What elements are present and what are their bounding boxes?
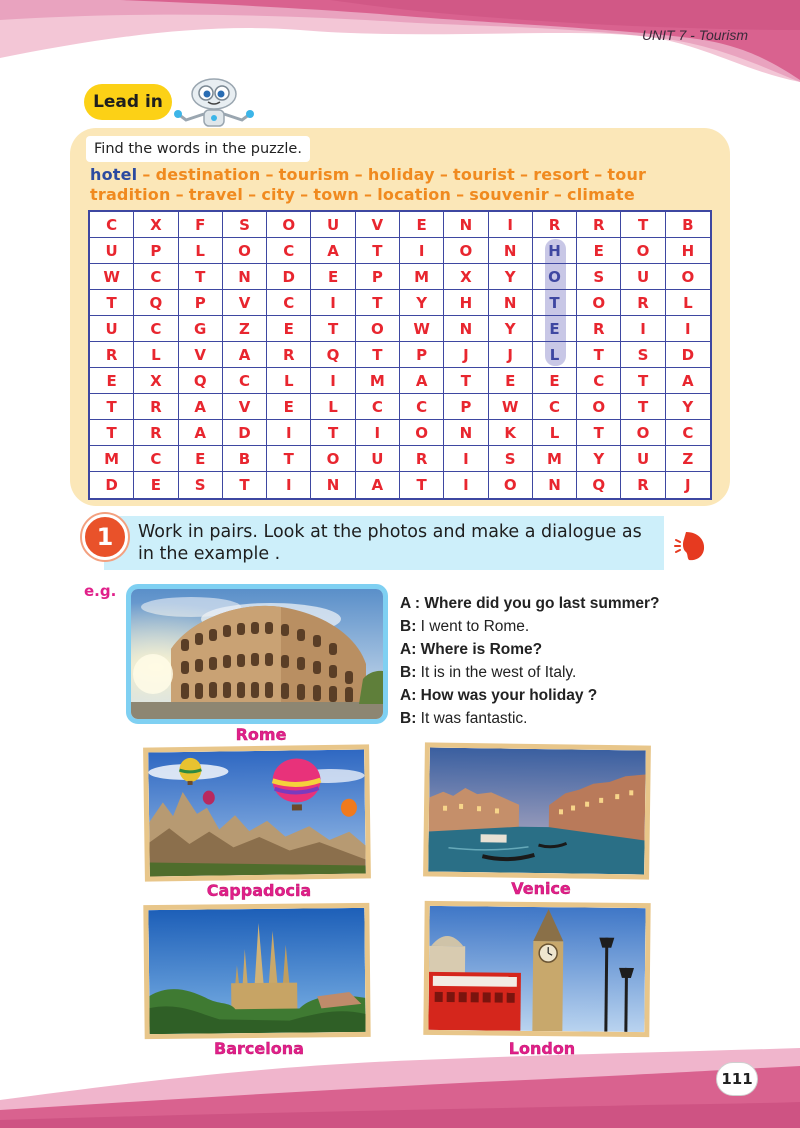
lead-in-instruction: Find the words in the puzzle.	[86, 136, 310, 162]
grid-letter: R	[577, 212, 621, 238]
grid-letter: L	[179, 238, 223, 264]
grid-letter: K	[489, 420, 533, 446]
cathedral-photo-icon	[148, 908, 365, 1034]
grid-letter: E	[267, 394, 311, 420]
grid-letter: I	[267, 420, 311, 446]
grid-letter: V	[223, 290, 267, 316]
word-separator: –	[439, 165, 449, 184]
grid-letter: N	[444, 316, 488, 342]
example-label: e.g.	[84, 582, 117, 600]
grid-letter: E	[179, 446, 223, 472]
grid-letter: L	[134, 342, 178, 368]
grid-letter: C	[356, 394, 400, 420]
colosseum-photo-icon	[131, 589, 383, 719]
speaking-icon	[672, 528, 708, 564]
grid-letter: I	[444, 446, 488, 472]
grid-letter: T	[90, 290, 134, 316]
grid-letter: P	[356, 264, 400, 290]
dialogue-line	[400, 638, 660, 661]
grid-letter: N	[444, 420, 488, 446]
grid-letter: T	[444, 368, 488, 394]
grid-letter: N	[444, 212, 488, 238]
caption-barcelona: Barcelona	[214, 1039, 304, 1058]
grid-letter: X	[444, 264, 488, 290]
exercise-number: 1	[82, 514, 128, 560]
dialogue-speaker: A:	[400, 641, 421, 658]
grid-letter: Y	[666, 394, 710, 420]
grid-letter: P	[400, 342, 444, 368]
footer-band	[0, 1040, 800, 1128]
grid-letter: O	[666, 264, 710, 290]
grid-letter: L	[267, 368, 311, 394]
grid-letter: I	[400, 238, 444, 264]
grid-letter: M	[90, 446, 134, 472]
grid-letter: I	[311, 368, 355, 394]
grid-letter: Q	[179, 368, 223, 394]
grid-letter: P	[444, 394, 488, 420]
grid-letter: Q	[311, 342, 355, 368]
grid-letter: C	[577, 368, 621, 394]
dialogue-speaker: B:	[400, 710, 421, 727]
grid-letter: N	[489, 290, 533, 316]
grid-letter: C	[267, 238, 311, 264]
grid-letter: U	[90, 316, 134, 342]
dialogue-line	[400, 592, 660, 615]
grid-letter: N	[533, 472, 577, 498]
grid-letter: Y	[577, 446, 621, 472]
rome-photo	[126, 584, 388, 724]
word-separator: –	[364, 185, 373, 204]
grid-letter: J	[685, 476, 691, 494]
word-separator: –	[354, 165, 363, 184]
grid-letter: I	[489, 212, 533, 238]
grid-letter: Z	[666, 446, 710, 472]
dialogue-text: Where is Rome?	[420, 641, 543, 658]
grid-letter: O	[621, 238, 665, 264]
grid-letter: E	[311, 264, 355, 290]
grid-letter: M	[356, 368, 400, 394]
word-list-item: holiday	[367, 165, 435, 184]
grid-letter: J	[444, 342, 488, 368]
grid-letter: O	[400, 420, 444, 446]
exercise-instruction: Work in pairs. Look at the photos and make a dialogue as in the example .	[138, 522, 642, 564]
grid-letter: D	[666, 342, 710, 368]
word-list-item: travel	[188, 185, 244, 204]
grid-letter: S	[223, 212, 267, 238]
grid-letter: D	[223, 420, 267, 446]
grid-letter: E	[489, 368, 533, 394]
balloons-photo-icon	[148, 749, 366, 876]
example-dialogue	[400, 592, 660, 730]
grid-letter: Y	[489, 316, 533, 342]
grid-letter: Y	[489, 264, 533, 290]
page-number: 111	[716, 1062, 758, 1096]
london-photo	[423, 901, 650, 1037]
grid-letter: W	[90, 264, 134, 290]
cappadocia-photo	[143, 744, 371, 881]
dialogue-text: I went to Rome.	[420, 618, 530, 635]
grid-letter: T	[577, 420, 621, 446]
grid-letter: T	[90, 420, 134, 446]
grid-letter: D	[267, 264, 311, 290]
grid-letter: I	[356, 420, 400, 446]
grid-letter: C	[267, 290, 311, 316]
grid-letter: A	[356, 472, 400, 498]
header-band	[0, 0, 800, 90]
word-list-line2	[90, 185, 635, 204]
grid-letter: U	[311, 212, 355, 238]
word-list-item: tourist	[453, 165, 516, 184]
canal-photo-icon	[428, 747, 646, 874]
grid-letter: C	[134, 264, 178, 290]
dialogue-line	[400, 684, 660, 707]
lead-in-badge: Lead in	[84, 84, 172, 120]
grid-letter: O	[267, 212, 311, 238]
grid-letter: U	[621, 446, 665, 472]
grid-letter: I	[621, 316, 665, 342]
grid-letter: E	[267, 316, 311, 342]
grid-letter: U	[90, 238, 134, 264]
grid-letter: O	[444, 238, 488, 264]
grid-letter: A	[311, 238, 355, 264]
grid-letter: R	[621, 472, 665, 498]
dialogue-speaker: A:	[400, 687, 421, 704]
unit-title: UNIT 7 - Tourism	[641, 27, 748, 43]
grid-letter: O	[223, 238, 267, 264]
grid-letter: I	[666, 316, 710, 342]
grid-letter: R	[621, 290, 665, 316]
word-list-item: climate	[567, 185, 635, 204]
grid-letter: V	[179, 342, 223, 368]
dialogue-speaker: B:	[400, 664, 421, 681]
grid-letter: T	[621, 212, 665, 238]
grid-letter: V	[223, 394, 267, 420]
caption-venice: Venice	[511, 879, 571, 898]
grid-letter: P	[179, 290, 223, 316]
grid-letter: O	[533, 264, 577, 290]
dialogue-text: It is in the west of Italy.	[420, 664, 577, 681]
word-separator: –	[248, 185, 257, 204]
word-list-item: location	[377, 185, 452, 204]
word-list-item: tourism	[278, 165, 350, 184]
grid-letter: O	[489, 472, 533, 498]
grid-letter: L	[533, 342, 577, 368]
grid-letter: O	[621, 420, 665, 446]
grid-letter: A	[666, 368, 710, 394]
grid-letter: H	[533, 238, 577, 264]
word-list-line1	[90, 165, 646, 184]
dialogue-line	[400, 661, 660, 684]
word-list-item: resort	[533, 165, 590, 184]
word-separator: –	[142, 165, 151, 184]
grid-letter: V	[356, 212, 400, 238]
grid-letter: T	[621, 368, 665, 394]
grid-letter: F	[179, 212, 223, 238]
grid-letter: T	[311, 316, 355, 342]
word-separator: –	[520, 165, 529, 184]
grid-letter: T	[179, 264, 223, 290]
grid-letter: B	[223, 446, 267, 472]
venice-photo	[423, 742, 651, 879]
grid-letter: Z	[223, 316, 267, 342]
grid-letter: A	[179, 394, 223, 420]
grid-letter: T	[223, 472, 267, 498]
grid-letter: E	[533, 368, 577, 394]
grid-letter: O	[311, 446, 355, 472]
dialogue-text: It was fantastic.	[420, 710, 528, 727]
grid-letter: B	[666, 212, 710, 238]
grid-letter: C	[223, 368, 267, 394]
word-search-grid	[88, 210, 712, 500]
word-separator: –	[265, 165, 274, 184]
grid-letter: S	[577, 264, 621, 290]
grid-letter: L	[666, 290, 710, 316]
grid-letter: A	[400, 368, 444, 394]
barcelona-photo	[143, 903, 370, 1039]
grid-letter: I	[444, 472, 488, 498]
grid-letter: X	[134, 212, 178, 238]
grid-letter: T	[267, 446, 311, 472]
grid-letter: C	[400, 394, 444, 420]
grid-letter: C	[134, 316, 178, 342]
grid-letter: D	[90, 472, 134, 498]
grid-letter: S	[489, 446, 533, 472]
grid-letter: T	[621, 394, 665, 420]
grid-letter: X	[134, 368, 178, 394]
word-list-item: tradition	[90, 185, 171, 204]
word-separator: –	[594, 165, 603, 184]
grid-letter: Q	[134, 290, 178, 316]
grid-letter: E	[90, 368, 134, 394]
grid-letter: N	[311, 472, 355, 498]
word-separator: –	[553, 185, 563, 204]
grid-letter: M	[400, 264, 444, 290]
dialogue-line	[400, 707, 660, 730]
grid-letter: C	[533, 394, 577, 420]
grid-letter: Q	[577, 472, 621, 498]
word-separator: –	[456, 185, 465, 204]
grid-letter: R	[90, 342, 134, 368]
grid-letter: R	[577, 316, 621, 342]
grid-letter: O	[356, 316, 400, 342]
grid-letter: A	[223, 342, 267, 368]
grid-letter: E	[577, 238, 621, 264]
grid-letter: S	[621, 342, 665, 368]
grid-letter: T	[533, 290, 577, 316]
grid-letter: T	[356, 342, 400, 368]
grid-letter: R	[400, 446, 444, 472]
grid-letter: L	[533, 420, 577, 446]
grid-letter: I	[311, 290, 355, 316]
grid-letter: O	[577, 290, 621, 316]
grid-letter: L	[311, 394, 355, 420]
grid-letter: I	[267, 472, 311, 498]
big-ben-photo-icon	[428, 906, 645, 1032]
grid-letter: N	[223, 264, 267, 290]
grid-letter: A	[179, 420, 223, 446]
word-separator: –	[175, 185, 184, 204]
grid-letter: T	[311, 420, 355, 446]
grid-letter: T	[400, 472, 444, 498]
grid-letter: C	[666, 420, 710, 446]
caption-cappadocia: Cappadocia	[206, 881, 312, 900]
robot-mascot-icon	[170, 74, 256, 132]
grid-letter: M	[533, 446, 577, 472]
grid-letter: W	[489, 394, 533, 420]
grid-letter: R	[267, 342, 311, 368]
caption-london: London	[508, 1039, 576, 1058]
grid-letter: P	[134, 238, 178, 264]
word-separator: –	[300, 185, 309, 204]
grid-letter: E	[134, 472, 178, 498]
grid-letter: O	[577, 394, 621, 420]
grid-letter: T	[577, 342, 621, 368]
word-list-item: city	[261, 185, 296, 204]
grid-letter: J	[489, 342, 533, 368]
dialogue-text: How was your holiday ?	[420, 687, 598, 704]
grid-letter: U	[621, 264, 665, 290]
grid-letter: C	[90, 212, 134, 238]
grid-letter: W	[400, 316, 444, 342]
word-list-item: souvenir	[469, 185, 549, 204]
grid-letter: T	[356, 290, 400, 316]
dialogue-speaker: B:	[400, 618, 421, 635]
grid-letter: T	[356, 238, 400, 264]
grid-letter: E	[533, 316, 577, 342]
grid-letter: C	[134, 446, 178, 472]
word-list-item: hotel	[90, 165, 138, 184]
word-list-item: tour	[607, 165, 647, 184]
grid-letter: R	[134, 394, 178, 420]
grid-letter: U	[356, 446, 400, 472]
grid-letter: H	[666, 238, 710, 264]
grid-letter: T	[90, 394, 134, 420]
grid-letter: H	[444, 290, 488, 316]
grid-letter: R	[533, 212, 577, 238]
grid-letter: E	[400, 212, 444, 238]
dialogue-text: Where did you go last summer?	[424, 595, 660, 612]
caption-rome: Rome	[235, 725, 287, 744]
grid-letter: S	[179, 472, 223, 498]
grid-letter: R	[134, 420, 178, 446]
word-list-item: destination	[155, 165, 261, 184]
grid-letter: Y	[400, 290, 444, 316]
dialogue-line	[400, 615, 660, 638]
word-list-item: town	[313, 185, 359, 204]
dialogue-speaker: A :	[400, 595, 425, 612]
grid-letter: N	[489, 238, 533, 264]
grid-letter: G	[179, 316, 223, 342]
